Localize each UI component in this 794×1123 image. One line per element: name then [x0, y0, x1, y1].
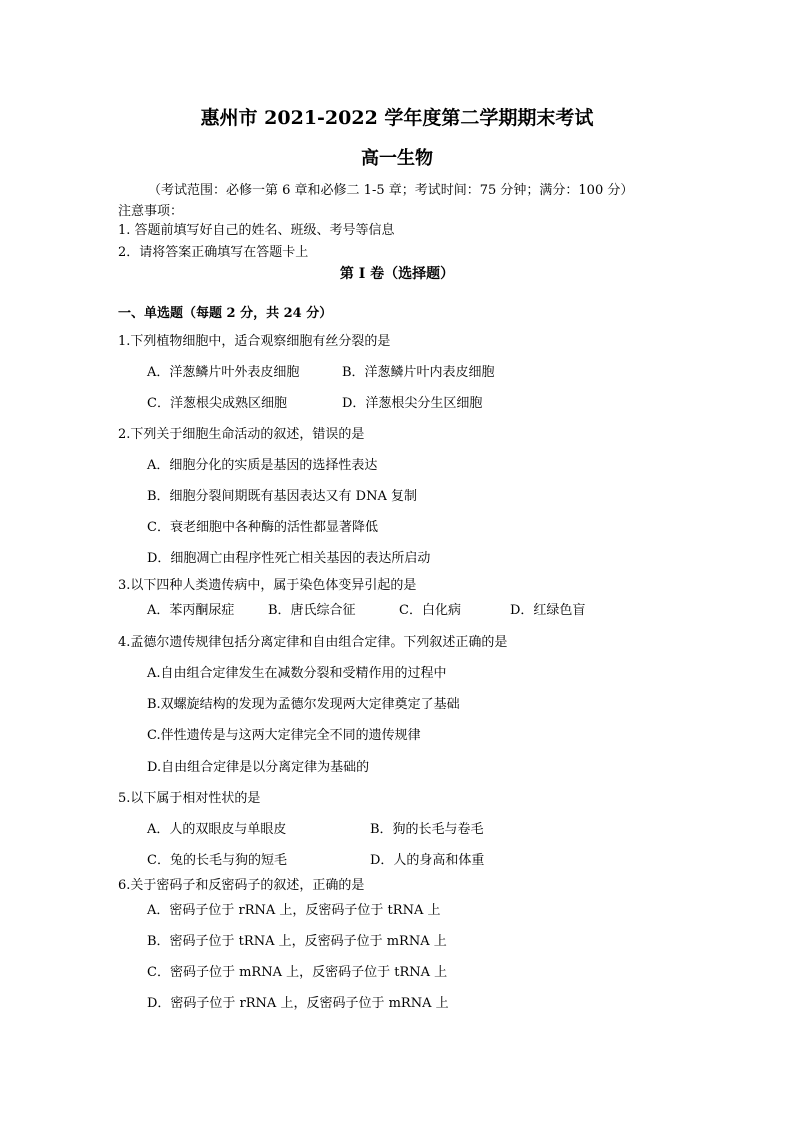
exam-title: 惠州市 2021-2022 学年度第二学期期末考试 — [200, 107, 594, 129]
option-b: B．细胞分裂间期既有基因表达又有 DNA 复制 — [147, 489, 418, 504]
note-item: 1. 答题前填写好自己的姓名、班级、考号等信息 — [118, 223, 395, 238]
question-stem: 3.以下四种人类遗传病中，属于染色体变异引起的是 — [118, 578, 417, 593]
option-c: C．白化病 — [399, 603, 461, 618]
exam-subtitle: 高一生物 — [361, 148, 433, 169]
volume-title: 第 I 卷（选择题） — [339, 266, 455, 282]
option-a: A.自由组合定律发生在减数分裂和受精作用的过程中 — [147, 666, 447, 681]
option-d: D．人的身高和体重 — [370, 853, 485, 868]
option-d: D.自由组合定律是以分离定律为基础的 — [147, 760, 370, 775]
option-a: A．苯丙酮尿症 — [147, 603, 235, 618]
question-stem: 5.以下属于相对性状的是 — [118, 791, 261, 806]
question-stem: 4.孟德尔遗传规律包括分离定律和自由组合定律。下列叙述正确的是 — [118, 635, 508, 650]
option-c: C.伴性遗传是与这两大定律完全不同的遗传规律 — [147, 728, 421, 743]
option-a: A．密码子位于 rRNA 上，反密码子位于 tRNA 上 — [147, 903, 441, 918]
question-stem: 6.关于密码子和反密码子的叙述，正确的是 — [118, 878, 365, 893]
option-a: A．细胞分化的实质是基因的选择性表达 — [147, 458, 378, 473]
option-d: D．细胞凋亡由程序性死亡相关基因的表达所启动 — [147, 551, 431, 566]
option-d: D．密码子位于 rRNA 上，反密码子位于 mRNA 上 — [147, 996, 449, 1011]
option-c: C．洋葱根尖成熟区细胞 — [147, 396, 287, 411]
option-c: C．兔的长毛与狗的短毛 — [147, 853, 287, 868]
note-item: 2．请将答案正确填写在答题卡上 — [118, 245, 309, 260]
exam-info: （考试范围：必修一第 6 章和必修二 1-5 章；考试时间：75 分钟；满分：100 分） — [148, 183, 634, 198]
option-b: B．狗的长毛与卷毛 — [370, 822, 484, 837]
option-d: D．红绿色盲 — [510, 603, 586, 618]
option-c: C．密码子位于 mRNA 上，反密码子位于 tRNA 上 — [147, 965, 448, 980]
option-b: B．洋葱鳞片叶内表皮细胞 — [342, 365, 495, 380]
notes-heading: 注意事项： — [118, 204, 184, 219]
section-heading: 一、单选题（每题 2 分，共 24 分） — [118, 306, 333, 321]
question-stem: 1.下列植物细胞中，适合观察细胞有丝分裂的是 — [118, 334, 391, 349]
option-b: B．唐氏综合征 — [268, 603, 356, 618]
option-b: B．密码子位于 tRNA 上，反密码子位于 mRNA 上 — [147, 934, 447, 949]
option-b: B.双螺旋结构的发现为孟德尔发现两大定律奠定了基础 — [147, 697, 460, 712]
option-d: D．洋葱根尖分生区细胞 — [342, 396, 483, 411]
option-a: A．人的双眼皮与单眼皮 — [147, 822, 287, 837]
question-stem: 2.下列关于细胞生命活动的叙述，错误的是 — [118, 427, 365, 442]
option-c: C．衰老细胞中各种酶的活性都显著降低 — [147, 520, 378, 535]
option-a: A．洋葱鳞片叶外表皮细胞 — [147, 365, 300, 380]
